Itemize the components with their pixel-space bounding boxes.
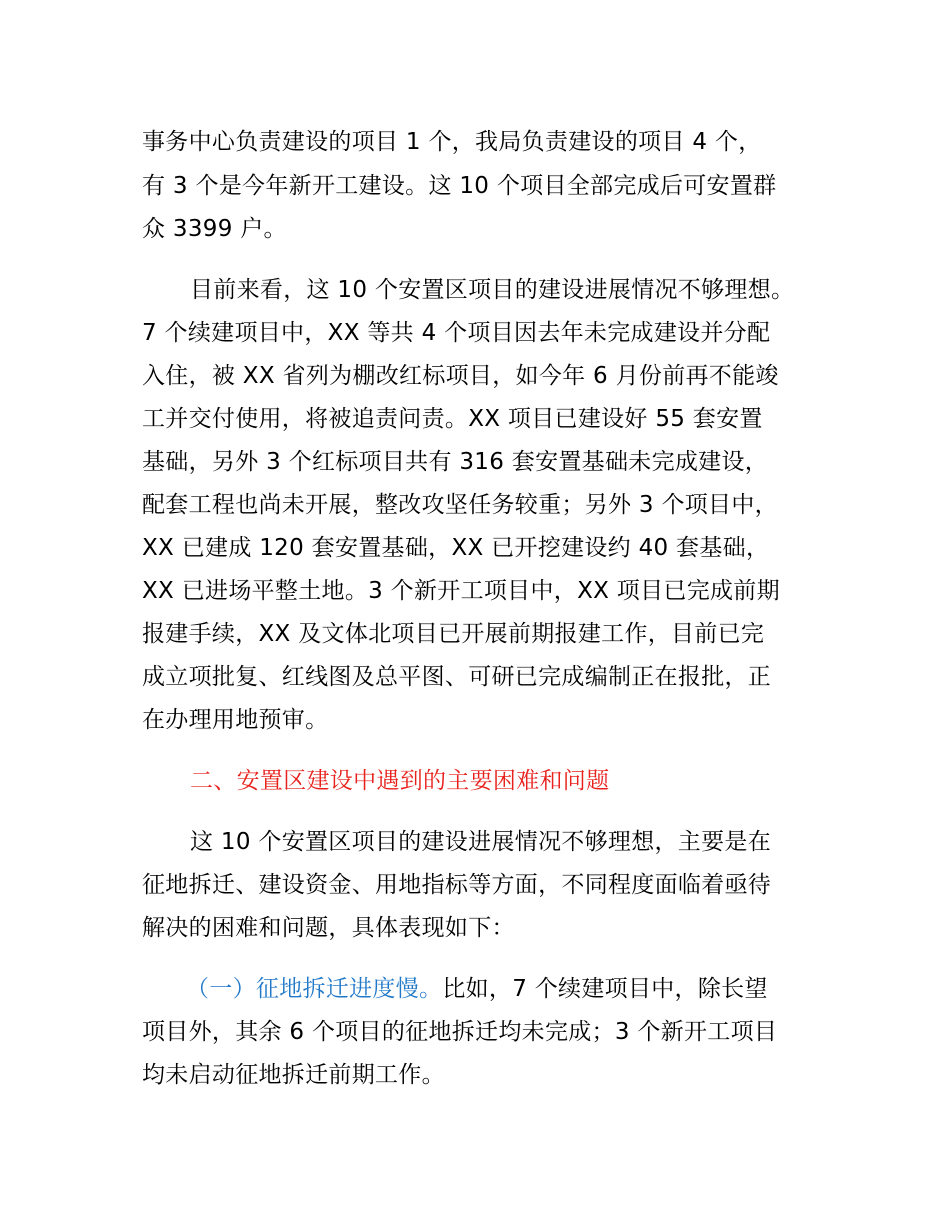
text-line: 目前来看，这 10 个安置区项目的建设进展情况不够理想。	[190, 277, 795, 303]
section-heading: 二、安置区建设中遇到的主要困难和问题	[190, 768, 610, 794]
text-line: 解决的困难和问题，具体表现如下：	[142, 915, 515, 941]
text-line: 入住，被 XX 省列为棚改红标项目，如今年 6 月份前再不能竣	[142, 363, 779, 389]
subheading: （一）征地拆迁进度慢。	[186, 976, 443, 1002]
text-line: 征地拆迁、建设资金、用地指标等方面，不同程度面临着亟待	[142, 872, 772, 898]
text-line: 这 10 个安置区项目的建设进展情况不够理想，主要是在	[190, 829, 771, 855]
subheading-rest: 比如，7 个续建项目中，除长望	[442, 976, 768, 1002]
text-line: XX 已建成 120 套安置基础，XX 已开挖建设约 40 套基础，	[142, 535, 770, 561]
text-line: 成立项批复、红线图及总平图、可研已完成编制正在报批，正	[142, 664, 772, 690]
text-line: 项目外，其余 6 个项目的征地拆迁均未完成；3 个新开工项目	[142, 1019, 778, 1045]
text-line: 报建手续，XX 及文体北项目已开展前期报建工作，目前已完	[142, 621, 765, 647]
text-line: 配套工程也尚未开展，整改攻坚任务较重；另外 3 个项目中，	[142, 492, 778, 518]
text-line	[186, 974, 768, 1004]
text-line: 工并交付使用，将被追责问责。XX 项目已建设好 55 套安置	[142, 406, 763, 432]
text-line: 众 3399 户。	[142, 216, 287, 242]
text-line: 事务中心负责建设的项目 1 个，我局负责建设的项目 4 个，	[142, 129, 762, 155]
text-line: 有 3 个是今年新开工建设。这 10 个项目全部完成后可安置群	[142, 173, 777, 199]
text-line: 7 个续建项目中，XX 等共 4 个项目因去年未完成建设并分配	[142, 320, 771, 346]
text-line: XX 已进场平整土地。3 个新开工项目中，XX 项目已完成前期	[142, 578, 780, 604]
text-line: 基础，另外 3 个红标项目共有 316 套安置基础未完成建设，	[142, 449, 769, 475]
text-line: 均未启动征地拆迁前期工作。	[142, 1062, 445, 1088]
text-line: 在办理用地预审。	[142, 707, 329, 733]
